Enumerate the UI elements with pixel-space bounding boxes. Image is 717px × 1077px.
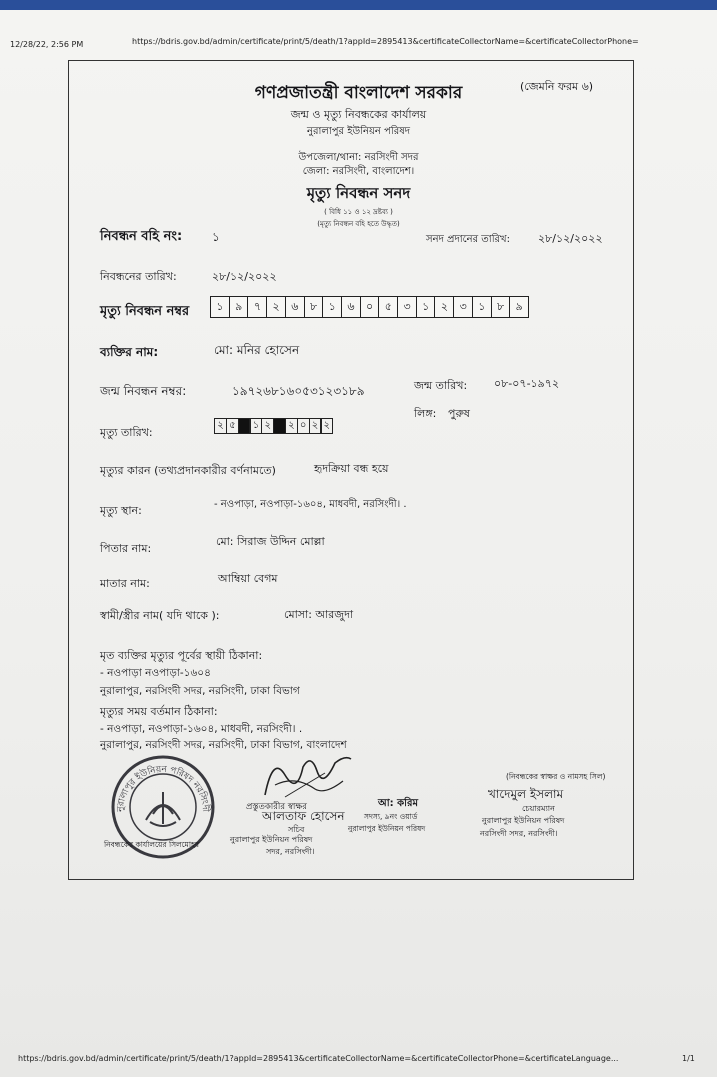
death-date-label: মৃত্যু তারিখ: [100, 426, 153, 439]
place-label: মৃত্যু স্থান: [100, 504, 142, 517]
death-place: - নওপাড়া, নওপাড়া-১৬০৪, মাধবদী, নরসিংদী। . [214, 499, 407, 510]
reg-digit: ১ [416, 296, 436, 318]
spouse-name: মোসা: আরজুদা [284, 608, 354, 621]
name-label: ব্যক্তির নাম: [100, 345, 159, 359]
person-name: মো: মনির হোসেন [214, 343, 300, 357]
gender: পুরুষ [448, 407, 470, 420]
member-office: নুরালাপুর ইউনিয়ন পরিষদ [348, 824, 426, 833]
print-header-url: https://bdris.gov.bd/admin/certificate/print/5/death/1?appId=2895413&certificateCollectorName=&certificateCollectorPhone= [132, 37, 639, 46]
reg-digit: ৯ [229, 296, 249, 318]
spouse-label: স্বামী/স্ত্রীর নাম( যদি থাকে ): [100, 609, 220, 622]
reg-digit: ১ [472, 296, 492, 318]
present-address-line2: নুরালাপুর, নরসিংদী সদর, নরসিংদী, ঢাকা বিভাগ, বাংলাদেশ [100, 739, 347, 751]
reg-number-boxes [210, 296, 528, 318]
registrar-name: খাদেমুল ইসলাম [488, 787, 564, 801]
permanent-address-line2: নুরালাপুর, নরসিংদী সদর, নরসিংদী, ঢাকা বিভাগ [100, 685, 300, 697]
preparer-title: সচিব [288, 825, 305, 834]
reg-date-label: নিবন্ধনের তারিখ: [100, 270, 177, 283]
preparer-area: সদর, নরসিংদী। [266, 847, 315, 856]
gender-label: লিঙ্গ: [414, 407, 437, 420]
date-digit: ২ [261, 418, 274, 434]
registrar-office: নুরালাপুর ইউনিয়ন পরিষদ [482, 816, 565, 825]
registrar-area: নরসিংদী সদর, নরসিংদী। [480, 829, 558, 838]
reg-digit: ২ [434, 296, 454, 318]
certificate-title: মৃত্যু নিবন্ধন সনদ [306, 184, 411, 202]
father-name: মো: সিরাজ উদ্দিন মোল্লা [216, 535, 325, 548]
union-name: নুরালাপুর ইউনিয়ন পরিষদ [307, 126, 410, 137]
form-label: (জেমনি ফরম ৬) [520, 80, 594, 93]
date-digit: ২ [285, 418, 298, 434]
reg-digit: ৬ [285, 296, 305, 318]
father-label: পিতার নাম: [100, 542, 152, 555]
reg-digit: ৭ [247, 296, 267, 318]
rule-reference: ( বিধি ১১ ও ১২ দ্রষ্টব্য ) [324, 208, 393, 216]
seal-text: নুরালাপুর ইউনিয়ন পরিষদ নরসিংদী [115, 764, 211, 813]
death-date-boxes [214, 418, 332, 434]
page-count: 1/1 [682, 1054, 695, 1063]
reg-digit: ৩ [397, 296, 417, 318]
reg-digit: ৬ [341, 296, 361, 318]
scan-edge-band [0, 0, 717, 10]
date-digit: ২ [320, 418, 333, 434]
reg-digit: ৮ [304, 296, 324, 318]
office-name: জন্ম ও মৃত্যু নিবন্ধকের কার্যালয় [290, 108, 427, 121]
birth-date: ০৮-০৭-১৯৭২ [494, 377, 560, 390]
registrar-title: চেয়ারম্যান [522, 804, 555, 813]
permanent-address-line1: - নওপাড়া নওপাড়া-১৬০৪ [100, 667, 211, 679]
preparer-signature [255, 745, 355, 805]
book-label: নিবন্ধন বহি নং: [100, 229, 183, 244]
cause-label: মৃত্যুর কারন (তথ্যপ্রদানকারীর বর্ণনামতে) [100, 464, 276, 477]
government-title: গণপ্রজাতন্ত্রী বাংলাদেশ সরকার [254, 83, 463, 103]
birth-reg-number: ১৯৭২৬৮১৬০৫৩১২৩১৮৯ [232, 384, 365, 398]
date-digit: ৫ [226, 418, 239, 434]
member-name: আ: করিম [378, 798, 419, 809]
reg-digit: ৯ [509, 296, 529, 318]
member-title: সদস্য, ৯নং ওয়ার্ড [364, 812, 418, 821]
district: জেলা: নরসিংদী, বাংলাদেশ। [302, 166, 415, 177]
date-digit: ২ [309, 418, 322, 434]
reg-digit: ১ [210, 296, 230, 318]
upazila: উপজেলা/থানা: নরসিংদী সদর [298, 152, 419, 163]
birth-reg-label: জন্ম নিবন্ধন নম্বর: [100, 384, 187, 398]
mother-name: আম্বিয়া বেগম [218, 572, 278, 585]
preparer-label: প্রস্তুতকারীর স্বাক্ষর [246, 802, 307, 812]
book-number: ১ [212, 230, 220, 244]
reg-digit: ৮ [491, 296, 511, 318]
reg-digit: ৩ [453, 296, 473, 318]
reg-digit: ৫ [378, 296, 398, 318]
issue-date: ২৮/১২/২০২২ [538, 232, 603, 245]
mother-label: মাতার নাম: [100, 577, 150, 590]
print-timestamp: 12/28/22, 2:56 PM [10, 40, 84, 49]
reg-number-label: মৃত্যু নিবন্ধন নম্বর [100, 304, 190, 319]
extract-note: (মৃত্যু নিবন্ধন বহি হতে উদ্ধৃত) [317, 220, 400, 228]
seal-footer-label: নিবন্ধকের কার্যালয়ের সিলমোহর [104, 840, 200, 849]
permanent-address-label: মৃত ব্যক্তির মৃত্যুর পূর্বের স্থায়ী ঠিকানা: [100, 649, 263, 662]
reg-date: ২৮/১২/২০২২ [212, 270, 277, 283]
preparer-office: নুরালাপুর ইউনিয়ন পরিষদ [230, 835, 313, 844]
present-address-label: মৃত্যুর সময় বর্তমান ঠিকানা: [100, 705, 218, 718]
date-digit: ১ [249, 418, 262, 434]
reg-digit: ০ [360, 296, 380, 318]
reg-digit: ১ [322, 296, 342, 318]
cause: হৃদক্রিয়া বন্ধ হয়ে [314, 462, 389, 475]
preparer-name: আলতাফ হোসেন [262, 809, 345, 823]
issue-date-label: সনদ প্রদানের তারিখ: [426, 234, 510, 245]
print-footer-url: https://bdris.gov.bd/admin/certificate/print/5/death/1?appId=2895413&certificateCollectorName=&certificateCollectorPhone=&certificateLanguage... [18, 1054, 619, 1063]
present-address-line1: - নওপাড়া, নওপাড়া-১৬০৪, মাধবদী, নরসিংদী। . [100, 723, 303, 735]
date-digit: ০ [297, 418, 310, 434]
birth-date-label: জন্ম তারিখ: [414, 379, 468, 392]
date-digit: ২ [214, 418, 227, 434]
registrar-label: (নিবন্ধকের স্বাক্ষর ও নামসহ সিল) [506, 772, 606, 781]
reg-digit: ২ [266, 296, 286, 318]
